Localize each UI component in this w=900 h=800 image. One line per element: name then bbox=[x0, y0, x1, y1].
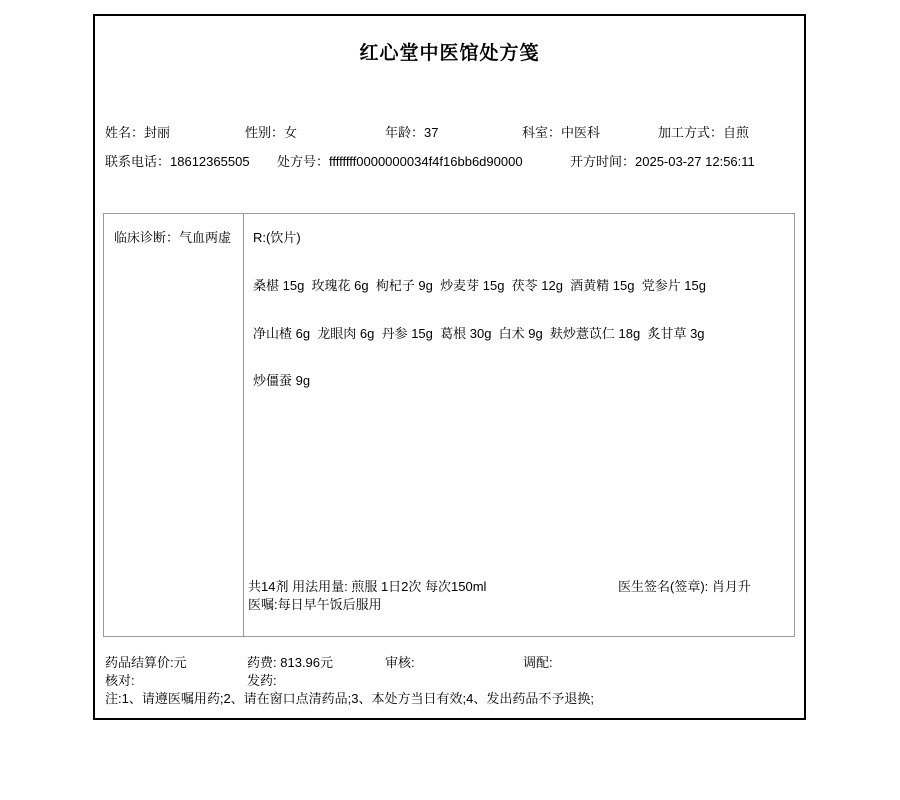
fee-value: 813.96元 bbox=[280, 655, 334, 670]
fee-field bbox=[247, 652, 333, 671]
department-label: 科室： bbox=[522, 125, 562, 140]
patient-age-label: 年龄： bbox=[385, 125, 425, 140]
dosage-usage-value: 煎服 1日2次 每次150ml bbox=[351, 579, 487, 594]
diagnosis-field bbox=[114, 227, 231, 246]
patient-age-field bbox=[385, 122, 438, 141]
medicine-line-3: 炒僵蚕 9g bbox=[253, 373, 311, 388]
rx-time-label: 开方时间： bbox=[570, 154, 636, 169]
doctor-advice-line bbox=[248, 594, 382, 613]
processing-method-value: 自煎 bbox=[723, 125, 750, 140]
doctor-signature-field bbox=[618, 576, 751, 595]
prescription-sheet bbox=[93, 14, 806, 720]
settle-price-field bbox=[105, 652, 187, 671]
phone-value: 18612365505 bbox=[170, 154, 250, 169]
dosage-total-count: 共14剂 bbox=[248, 579, 289, 594]
rx-header: R:(饮片) bbox=[253, 230, 301, 245]
diagnosis-label: 临床诊断： bbox=[114, 230, 180, 245]
dispense-field: 调配: bbox=[523, 655, 553, 670]
issue-field: 发药: bbox=[247, 673, 277, 688]
rx-number-field bbox=[277, 151, 523, 170]
doctor-advice-label: 医嘱: bbox=[248, 597, 278, 612]
page-title: 红心堂中医馆处方笺 bbox=[359, 43, 540, 64]
rx-number-label: 处方号： bbox=[277, 154, 330, 169]
rx-number-value: ffffffff0000000034f4f16bb6d90000 bbox=[329, 154, 523, 169]
patient-age-value: 37 bbox=[424, 125, 439, 140]
rx-time-value: 2025-03-27 12:56:11 bbox=[635, 154, 755, 169]
footer-note: 注:1、请遵医嘱用药;2、请在窗口点清药品;3、本处方当日有效;4、发出药品不予退换; bbox=[105, 691, 594, 706]
patient-gender-label: 性别： bbox=[245, 125, 285, 140]
settle-price-label: 药品结算价: bbox=[105, 655, 174, 670]
patient-name-field bbox=[105, 122, 170, 141]
patient-gender-field bbox=[245, 122, 297, 141]
fee-label: 药费: bbox=[247, 655, 277, 670]
dosage-line bbox=[248, 576, 486, 595]
check-field: 核对: bbox=[105, 673, 135, 688]
processing-method-field bbox=[658, 122, 749, 141]
phone-label: 联系电话： bbox=[105, 154, 171, 169]
medicine-line-2: 净山楂 6g 龙眼肉 6g 丹参 15g 葛根 30g 白术 9g 麸炒薏苡仁 18g 炙甘草 3g bbox=[253, 326, 705, 341]
department-value: 中医科 bbox=[561, 125, 601, 140]
doctor-advice-value: 每日早午饭后服用 bbox=[277, 597, 382, 612]
patient-name-label: 姓名： bbox=[105, 125, 145, 140]
doctor-signature-value: 肖月升 bbox=[711, 579, 751, 594]
processing-method-label: 加工方式： bbox=[658, 125, 724, 140]
rx-box bbox=[103, 213, 795, 637]
medicine-line-1: 桑椹 15g 玫瑰花 6g 枸杞子 9g 炒麦芽 15g 茯苓 12g 酒黄精 15g 党参片 15g bbox=[253, 278, 706, 293]
patient-name-value: 封丽 bbox=[144, 125, 171, 140]
rx-box-divider bbox=[243, 214, 244, 636]
diagnosis-value: 气血两虚 bbox=[179, 230, 232, 245]
department-field bbox=[522, 122, 600, 141]
patient-gender-value: 女 bbox=[284, 125, 298, 140]
doctor-signature-label: 医生签名(签章): bbox=[618, 579, 709, 594]
rx-time-field bbox=[570, 151, 755, 170]
phone-field bbox=[105, 151, 250, 170]
dosage-usage-label: 用法用量: bbox=[292, 579, 348, 594]
settle-price-unit: 元 bbox=[173, 655, 187, 670]
review-field: 审核: bbox=[385, 655, 415, 670]
